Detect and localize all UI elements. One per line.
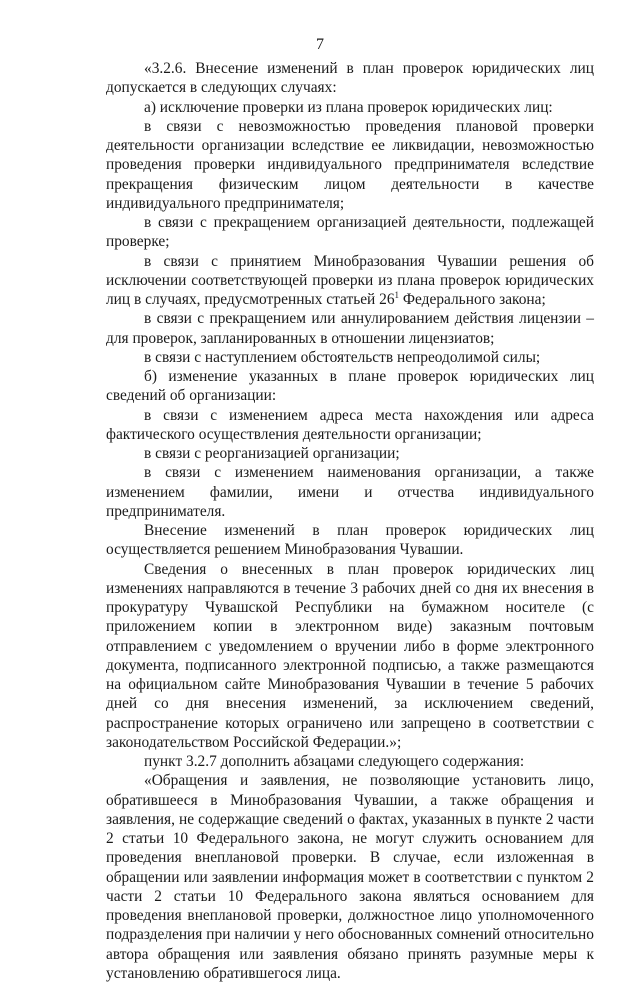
- paragraph: в связи с изменением наименования организации, а также изменением фамилии, имени и отчества индивидуального предпринимателя.: [106, 464, 594, 520]
- document-body: [106, 59, 594, 983]
- paragraph: б) изменение указанных в плане проверок юридических лиц сведений об организации:: [106, 368, 594, 405]
- paragraph: Внесение изменений в план проверок юридических лиц осуществляется решением Минобразования Чувашии.: [106, 522, 594, 559]
- paragraph: Сведения о внесенных в план проверок юридических лиц изменениях направляются в течение 3 рабочих дней со дня их внесения в прокуратуру Чувашской Республики на бумажном носителе (с приложением копии в электронном виде) заказным почтовым отправлением с уведомлением о вручении либо в форме электронного документа, подписанного электронной подписью, а также размещаются на официальном сайте Минобразования Чувашии в течение 5 рабочих дней со дня внесения изменений, за исключением сведений, распространение которых ограничено или запрещено в соответствии с законодательством Российской Федерации.»;: [106, 560, 594, 751]
- paragraph: пункт 3.2.7 дополнить абзацами следующего содержания:: [144, 753, 525, 770]
- paragraph: «3.2.6. Внесение изменений в план проверок юридических лиц допускается в следующих случаях:: [106, 60, 594, 97]
- page-number: 7: [316, 36, 324, 53]
- paragraph: в связи с прекращением организацией деятельности, подлежащей проверке;: [106, 214, 594, 251]
- paragraph-text-tail: Федерального закона;: [399, 291, 546, 308]
- paragraph: а) исключение проверки из плана проверок юридических лиц:: [144, 98, 553, 116]
- paragraph: в связи с изменением адреса места нахождения или адреса фактического осуществления деятельности организации;: [106, 406, 594, 443]
- paragraph: «Обращения и заявления, не позволяющие установить лицо, обратившееся в Минобразования Чувашии, а также обращения и заявления, не содержащие сведений о фактах, указанных в пункте 2 части 2 статьи 10 Федерального закона, не могут служить основанием для проведения внеплановой проверки. В случае, если изложенная в обращении или заявлении информация может в соответствии с пунктом 2 части 2 статьи 10 Федерального закона являться основанием для проведения внеплановой проверки, должностное лицо уполномоченного подразделения при наличии у него обоснованных сомнений относительно автора обращения или заявления обязано принять разумные меры к установлению обратившегося лица.: [106, 772, 594, 982]
- paragraph: в связи с наступлением обстоятельств непреодолимой силы;: [144, 348, 541, 366]
- paragraph-text: в связи с принятием Минобразования Чувашии решения об исключении соответствующей проверки из плана проверок юридических лиц в случаях, предусмотренных статьей 26: [106, 252, 594, 308]
- article-superscript: 1: [394, 290, 400, 300]
- paragraph: в связи с прекращением или аннулированием действия лицензии – для проверок, запланированных в отношении лицензиатов;: [106, 310, 594, 347]
- paragraph: [106, 252, 594, 310]
- paragraph: в связи с реорганизацией организации;: [144, 445, 400, 462]
- paragraph: в связи с невозможностью проведения плановой проверки деятельности организации вследствие ее ликвидации, невозможностью проведения проверки индивидуального предпринимателя вследствие прекращения физическим лицом деятельности в качестве индивидуального предпринимателя;: [106, 117, 594, 212]
